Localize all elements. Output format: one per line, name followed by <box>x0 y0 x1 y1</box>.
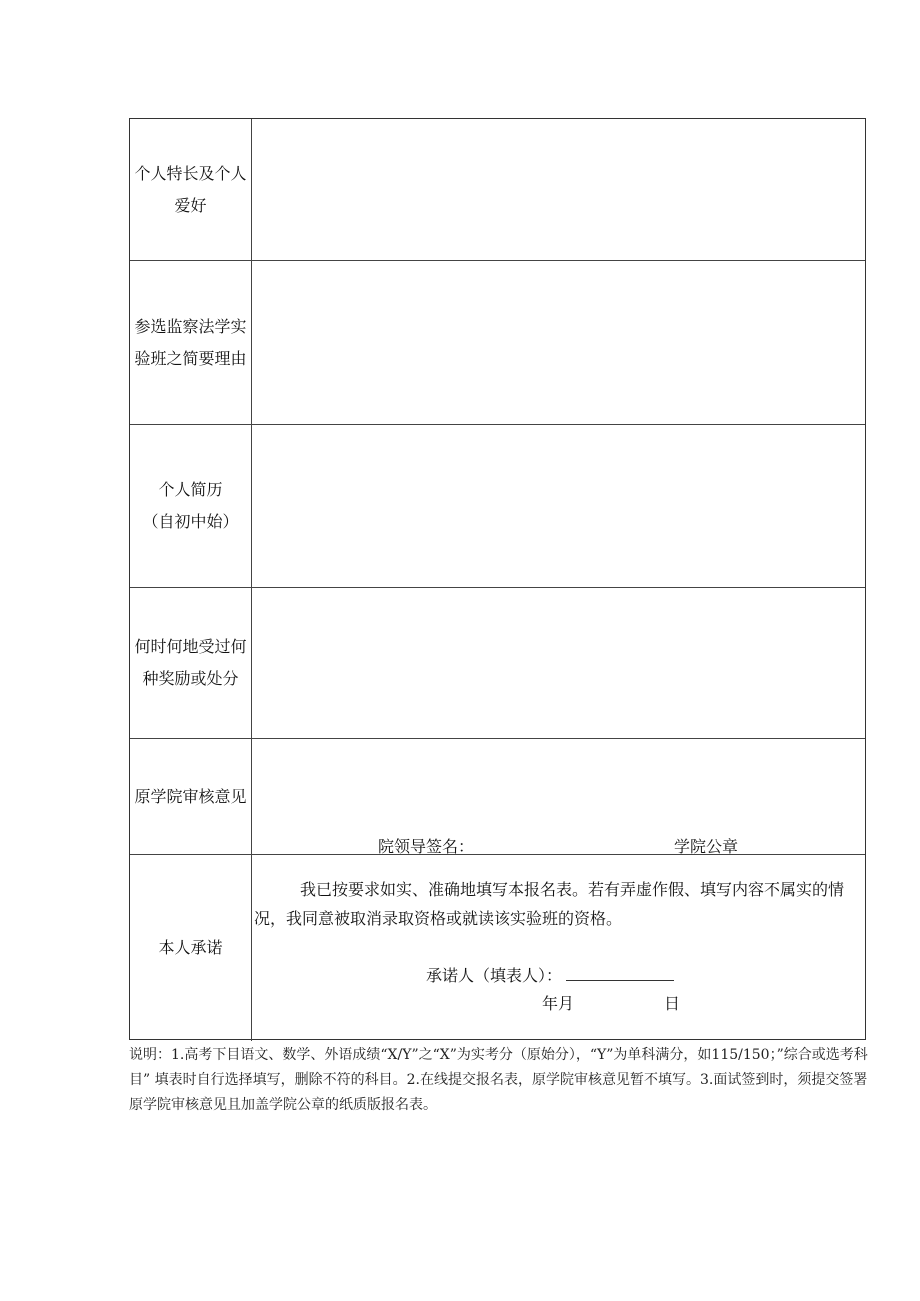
form-notes: 说明：1.高考下目语文、数学、外语成绩“X/Y”之“X”为实考分（原始分），“Y”为单科满分，如115/150；”综合或选考科目” 填表时自行选择填写，删除不符的科目。2.在线提交报名表，原学院审核意见暂不填写。3.面试签到时，须提交签署原学院审核意见且加盖学院公章的纸质版报名表。 <box>129 1047 868 1113</box>
field-personal-pledge <box>252 855 865 1041</box>
row-application-reason <box>130 261 865 425</box>
label-line: 何时何地受过何 <box>134 637 247 656</box>
label-college-review <box>130 739 252 854</box>
label-line: 种奖励或处分 <box>142 669 239 688</box>
label-specialties-hobbies <box>130 119 252 260</box>
label-resume <box>130 425 252 587</box>
field-application-reason[interactable] <box>252 261 865 424</box>
date-year-month: 年月 <box>542 994 575 1013</box>
row-personal-pledge <box>130 855 865 1041</box>
label-line: 个人特长及个人 <box>134 163 247 183</box>
college-seal-label: 学院公章 <box>674 837 739 856</box>
label-line: （自初中始） <box>142 512 239 531</box>
row-specialties-hobbies <box>130 119 865 261</box>
label-line: 原学院审核意见 <box>134 786 247 806</box>
pledge-text: 我已按要求如实、准确地填写本报名表。若有弄虚作假、填写内容不属实的情况，我同意被取消录取资格或就读该实验班的资格。 <box>254 880 845 928</box>
field-resume[interactable] <box>252 425 865 587</box>
label-line: 验班之简要理由 <box>134 348 247 368</box>
leader-signature-label: 院领导签名： <box>378 837 475 856</box>
date-day: 日 <box>664 994 681 1013</box>
row-resume <box>130 425 865 588</box>
label-application-reason <box>130 261 252 424</box>
promisor-label: 承诺人（填表人）： <box>426 966 563 985</box>
row-rewards-punishments <box>130 588 865 739</box>
field-rewards-punishments[interactable] <box>252 588 865 738</box>
label-line: 参选监察法学实 <box>134 316 247 336</box>
label-personal-pledge <box>130 855 252 1041</box>
promisor-signature-blank[interactable] <box>566 966 674 981</box>
promisor-line <box>426 963 674 986</box>
field-specialties-hobbies[interactable] <box>252 119 865 260</box>
label-line: 本人承诺 <box>158 938 223 957</box>
field-college-review[interactable] <box>252 739 865 854</box>
label-line: 爱好 <box>174 195 207 215</box>
label-rewards-punishments <box>130 588 252 738</box>
application-form-table <box>129 118 866 1040</box>
label-line: 个人简历 <box>158 480 223 499</box>
row-college-review <box>130 739 865 855</box>
